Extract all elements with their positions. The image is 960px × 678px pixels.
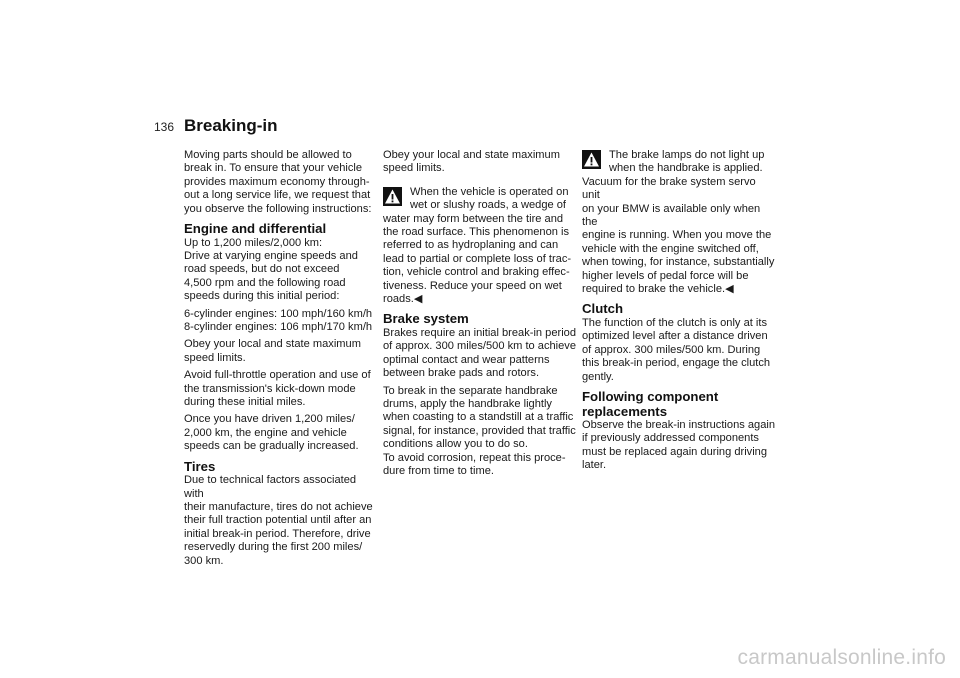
column-middle xyxy=(383,149,577,482)
warning-triangle-icon xyxy=(582,150,601,169)
hydroplaning-warning xyxy=(383,186,577,307)
brake-lamp-warning xyxy=(582,149,776,296)
engine-paragraph-1: Up to 1,200 miles/2,000 km: Drive at varying engine speeds and road speeds, but do not exceed 4,500 rpm and the following road speeds during this initial period: xyxy=(184,236,358,303)
speed-limits-paragraph: Obey your local and state maximum speed limits. xyxy=(383,149,560,175)
brake-paragraph-1: Brakes require an initial break-in period of approx. 300 miles/500 km to achieve optimal contact and wear patterns between brake pads and rotors. xyxy=(383,326,577,380)
engine-paragraph-5: Once you have driven 1,200 miles/ 2,000 km, the engine and vehicle speeds can be gradually increased. xyxy=(184,413,359,453)
page-title: Breaking-in xyxy=(184,116,278,135)
section-heading-clutch: Clutch xyxy=(582,301,624,317)
brake-lamp-warning-text: Vacuum for the brake system servo unit on your BMW is available only when the engine is running. When you move the vehicle with the engine switched off, when towing, for instance, substantially higher levels of pedal force will be required to brake the vehicle.◀ xyxy=(582,175,775,296)
hydroplaning-warning-lead: When the vehicle is operated on wet or slushy roads, a wedge of xyxy=(410,185,569,212)
engine-paragraph-2: 6-cylinder engines: 100 mph/160 km/h 8-cylinder engines: 106 mph/170 km/h xyxy=(184,307,373,333)
section-heading-tires: Tires xyxy=(184,458,216,474)
page-number: 136 xyxy=(154,120,175,134)
intro-paragraph: Moving parts should be allowed to break in. To ensure that your vehicle provides maximum economy through- out a long service life, we request that you observe the following instructions: xyxy=(184,149,372,215)
clutch-paragraph: The function of the clutch is only at its optimized level after a distance driven of approx. 300 miles/500 km. During this break-in period, engage the clutch gently. xyxy=(582,316,771,383)
section-heading-components: Following component replacements xyxy=(582,389,719,419)
components-paragraph: Observe the break-in instructions again if previously addressed components must be replaced again during driving later. xyxy=(582,419,776,472)
engine-paragraph-3: Obey your local and state maximum speed limits. xyxy=(184,338,361,364)
tires-paragraph: Due to technical factors associated with their manufacture, tires do not achieve their full traction potential until after an initial break-in period. Therefore, drive reservedly during the first 200 miles/ 300 km. xyxy=(184,474,373,567)
brake-paragraph-2: To break in the separate handbrake drums, apply the handbrake lightly when coasting to a standstill at a traffic signal, for instance, provided that traffic conditions allow you to do so. To avoid corrosion, repeat this proce- dure from time to time. xyxy=(383,384,576,478)
column-right xyxy=(582,149,776,477)
section-heading-engine: Engine and differential xyxy=(184,221,327,237)
watermark: carmanualsonline.info xyxy=(737,646,946,669)
warning-triangle-icon xyxy=(383,187,402,206)
brake-lamp-warning-lead: The brake lamps do not light up when the handbrake is applied. xyxy=(609,149,765,175)
engine-paragraph-4: Avoid full-throttle operation and use of the transmission's kick-down mode during these initial miles. xyxy=(184,369,371,408)
section-heading-brake: Brake system xyxy=(383,311,469,327)
hydroplaning-warning-text: water may form between the tire and the road surface. This phenomenon is referred to as hydroplaning and can lead to partial or complete loss of trac- tion, vehicle control and braking effec- tiveness. Reduce your speed on wet roads.◀ xyxy=(383,212,572,306)
column-left xyxy=(184,149,378,572)
